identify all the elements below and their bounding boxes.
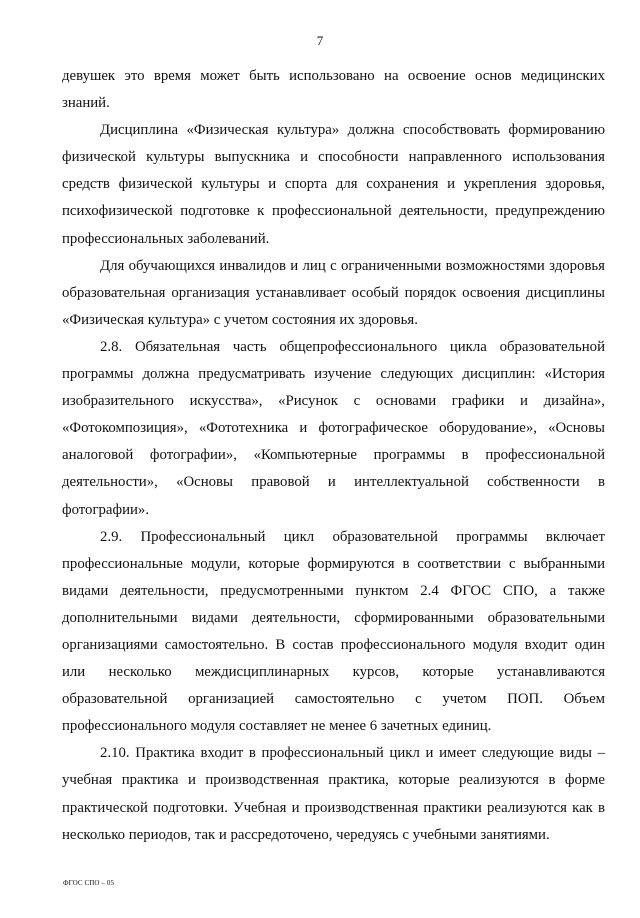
page-number: 7 xyxy=(316,33,324,48)
paragraph-continuation: девушек это время может быть использовано на освоение основ медицинских знаний. xyxy=(62,68,605,112)
paragraph-2-10: 2.10. Практика входит в профессиональный цикл и имеет следующие виды – учебная практика и производственная практика, которые реализуются в форме практической подготовки. Учебная и производственная практики реализуются как в несколько периодов, так и рассредоточено, чередуясь с учебными занятиями. xyxy=(62,745,605,843)
paragraph-disabled-students: Для обучающихся инвалидов и лиц с ограниченными возможностями здоровья образовательная организация устанавливает особый порядок освоения дисциплины «Физическая культура» с учетом состояния их здоровья. xyxy=(62,257,605,328)
paragraph-2-9: 2.9. Профессиональный цикл образовательной программы включает профессиональные модули, которые формируются в соответствии с выбранными видами деятельности, предусмотренными пунктом 2.4 ФГОС СПО, а также дополнительными видами деятельности, сформированными образовательными организациями самостоятельно. В состав профессионального модуля входит один или несколько междисциплинарных курсов, которые устанавливаются образовательной организацией самостоятельно с учетом ПОП. Объем профессионального модуля составляет не менее 6 зачетных единиц. xyxy=(62,528,605,735)
paragraph-2-8: 2.8. Обязательная часть общепрофессионального цикла образовательной программы должна предусматривать изучение следующих дисциплин: «История изобразительного искусства», «Рисунок с основами графики и дизайна», «Фотокомпозиция», «Фототехника и фотографическое оборудование», «Основы аналоговой фотографии», «Компьютерные программы в профессиональной деятельности», «Основы правовой и интеллектуальной собственности в фотографии». xyxy=(62,338,605,518)
footer-code: ФГОС СПО – 05 xyxy=(63,879,115,887)
paragraph-physical-culture: Дисциплина «Физическая культура» должна способствовать формированию физической культуры выпускника и способности направленного использования средств физической культуры и спорта для сохранения и укрепления здоровья, психофизической подготовке к профессиональной деятельности, предупреждению профессиональных заболеваний. xyxy=(62,122,605,247)
document-body xyxy=(62,63,605,849)
